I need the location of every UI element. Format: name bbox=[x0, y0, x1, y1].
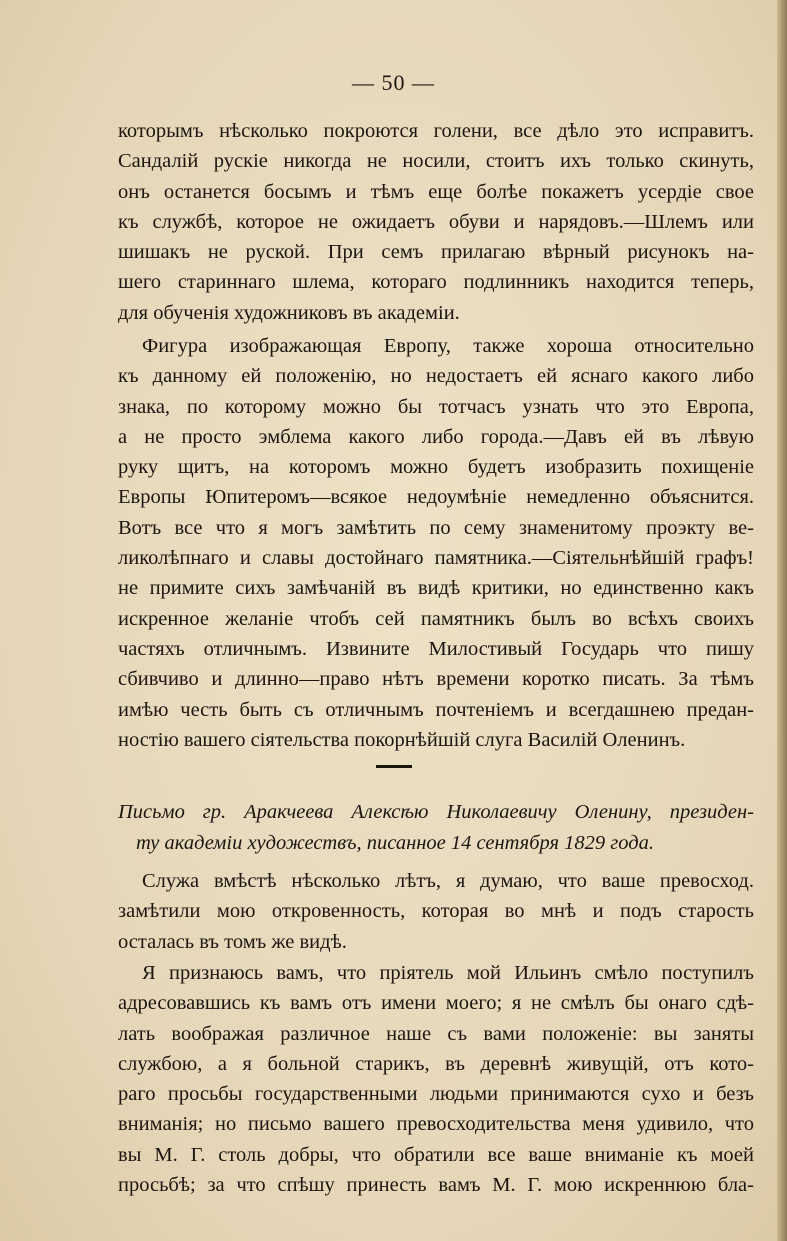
text-line: для обученія художниковъ въ академіи. bbox=[118, 301, 460, 324]
heading-line: Письмо гр. Аракчеева Алексѣю Николаевичу Оленину, президен- bbox=[118, 801, 754, 823]
text-line: частяхъ отличнымъ. Извините Милостивый Государь что пишу bbox=[118, 637, 754, 660]
paragraph-4 bbox=[118, 958, 754, 1200]
text-line: лать воображая различное наше съ вами положеніе: вы заняты bbox=[118, 1022, 754, 1045]
text-line: Фигура изображающая Европу, также хороша относительно bbox=[142, 335, 754, 357]
text-line: которымъ нѣсколько покроются голени, все дѣло это исправитъ. bbox=[118, 120, 754, 142]
text-line: раго просьбы государственными людьми принимаются сухо и безъ bbox=[118, 1083, 754, 1106]
letter-heading bbox=[118, 797, 754, 859]
text-line: службою, а я больной старикъ, въ деревнѣ живущій, отъ кото- bbox=[118, 1052, 754, 1075]
paragraph-2 bbox=[118, 331, 754, 755]
heading-line: ту академіи художествъ, писанное 14 сентября 1829 года. bbox=[136, 832, 654, 854]
text-line: Служа вмѣстѣ нѣсколько лѣтъ, я думаю, что ваше превосход. bbox=[142, 870, 754, 892]
text-line: а не просто эмблема какого либо города.—Давъ ей въ лѣвую bbox=[118, 425, 754, 448]
text-line: шишакъ не руской. При семъ прилагаю вѣрный рисунокъ на- bbox=[118, 241, 754, 264]
text-line: къ службѣ, которое не ожидаетъ обуви и нарядовъ.—Шлемъ или bbox=[118, 210, 754, 233]
paragraph-1 bbox=[118, 116, 754, 328]
text-line: Сандалій рускіе никогда не носили, стоитъ ихъ только скинуть, bbox=[118, 150, 754, 173]
paragraph-3 bbox=[118, 866, 754, 957]
text-line: адресовавшись къ вамъ отъ имени моего; я не смѣлъ бы онаго сдѣ- bbox=[118, 992, 754, 1015]
page-number: — 50 — bbox=[352, 70, 435, 95]
text-line: сбивчиво и длинно—право нѣтъ времени коротко писать. За тѣмъ bbox=[118, 668, 754, 691]
text-line: ностію вашего сіятельства покорнѣйшій слуга Василій Оленинъ. bbox=[118, 728, 686, 751]
text-line: руку щитъ, на которомъ можно будетъ изобразить похищеніе bbox=[118, 456, 754, 479]
text-line: шего стариннаго шлема, котораго подлинникъ находится теперь, bbox=[118, 271, 754, 294]
text-line: Вотъ все что я могъ замѣтить по сему знаменитому проэкту ве- bbox=[118, 516, 754, 539]
text-line: не примите сихъ замѣчаній въ видѣ критики, но единственно какъ bbox=[118, 577, 754, 600]
text-line: знака, по которому можно бы тотчасъ узнать что это Европа, bbox=[118, 395, 754, 418]
page-edge bbox=[777, 0, 787, 1241]
text-line: замѣтили мою откровенность, которая во мнѣ и подъ старость bbox=[118, 900, 754, 923]
text-line: Европы Юпитеромъ—всякое недоумѣніе немедленно объяснится. bbox=[118, 486, 754, 509]
text-line: вниманія; но письмо вашего превосходительства меня удивило, что bbox=[118, 1113, 754, 1136]
text-line: вы М. Г. столь добры, что обратили все ваше вниманіе къ моей bbox=[118, 1143, 754, 1166]
text-line: къ данному ей положенію, но недостаетъ ей яснаго какого либо bbox=[118, 365, 754, 388]
text-line: искренное желаніе чтобъ сей памятникъ былъ во всѣхъ своихъ bbox=[118, 607, 754, 630]
text-line: Я признаюсь вамъ, что пріятель мой Ильинъ смѣло поступилъ bbox=[142, 962, 754, 984]
text-line: ликолѣпнаго и славы достойнаго памятника.—Сіятельнѣйшій графъ! bbox=[118, 547, 754, 570]
text-line: просьбѣ; за что спѣшу принесть вамъ М. Г. мою искреннюю бла- bbox=[118, 1174, 754, 1197]
section-divider bbox=[376, 765, 412, 768]
text-line: онъ останется босымъ и тѣмъ еще болѣе покажетъ усердіе свое bbox=[118, 180, 754, 203]
text-line: имѣю честь быть съ отличнымъ почтеніемъ и всегдашнею предан- bbox=[118, 698, 754, 721]
text-line: осталась въ томъ же видѣ. bbox=[118, 930, 347, 953]
